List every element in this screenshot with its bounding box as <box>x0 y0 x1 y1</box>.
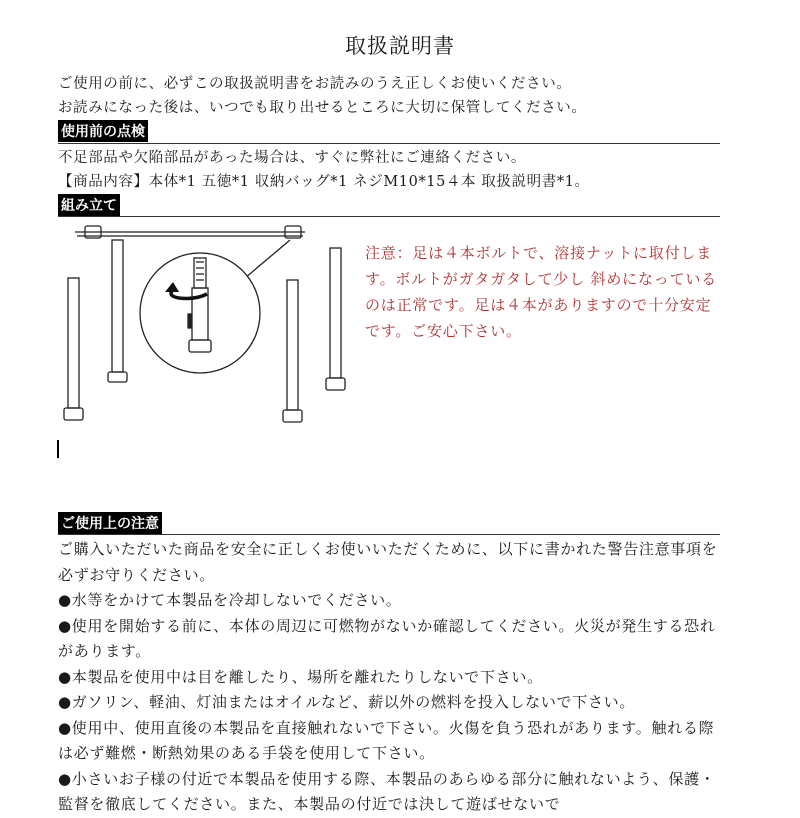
caution-paragraph: ●使用を開始する前に、本体の周辺に可燃物がないか確認してください。火災が発生する恐れがあります。 <box>58 616 716 660</box>
caution-paragraph: ●小さいお子様の付近で本製品を使用する際、本製品のあらゆる部分に触れないよう、保護・監督を徹底してください。また、本製品の付近では決して遊ばせないで <box>58 769 716 813</box>
note-label: 注意： <box>365 244 413 262</box>
section-rule <box>58 143 720 144</box>
section-heading-check: 使用前の点検 <box>58 120 148 142</box>
caution-paragraph: ●水等をかけて本製品を冷却しないでください。 <box>58 591 402 609</box>
intro-line-1: ご使用の前に、必ずこの取扱説明書をお読みのうえ正しくお使いください。 <box>58 76 572 92</box>
caution-paragraph: ●使用中、使用直後の本製品を直接触れないで下さい。火傷を負う恐れがあります。触れる際は必ず難燃・断熱効果のある手袋を使用して下さい。 <box>58 718 715 762</box>
section-heading-caution: ご使用上の注意 <box>58 512 162 534</box>
check-line-2: 【商品内容】本体*1 五徳*1 収納バッグ*1 ネジM10*15４本 取扱説明書*1。 <box>58 174 590 190</box>
assembly-note <box>365 240 725 344</box>
note-text: 足は４本ボルトで、溶接ナットに取付します。ボルトがガタガタして少し 斜めになっているのは正常です。足は４本がありますので十分安定です。ご安心下さい。 <box>365 244 717 340</box>
check-line-1: 不足部品や欠陥部品があった場合は、すぐに弊社にご連絡ください。 <box>58 150 526 166</box>
section-rule <box>58 216 720 217</box>
text-cursor <box>57 440 59 458</box>
intro-line-2: お読みになった後は、いつでも取り出せるところに大切に保管してください。 <box>58 100 587 116</box>
caution-paragraph: ご購入いただいた商品を安全に正しくお使いいただくために、以下に書かれた警告注意事項を必ずお守りください。 <box>58 540 718 584</box>
assembly-illustration <box>55 218 355 433</box>
caution-body <box>58 537 728 818</box>
section-heading-assembly: 組み立て <box>58 194 120 216</box>
caution-paragraph: ●本製品を使用中は目を離したり、場所を離れたりしないで下さい。 <box>58 667 543 686</box>
caution-paragraph: ●ガソリン、軽油、灯油またはオイルなど、薪以外の燃料を投入しないで下さい。 <box>58 693 636 711</box>
section-rule <box>58 534 720 535</box>
page-title: 取扱説明書 <box>345 34 455 58</box>
